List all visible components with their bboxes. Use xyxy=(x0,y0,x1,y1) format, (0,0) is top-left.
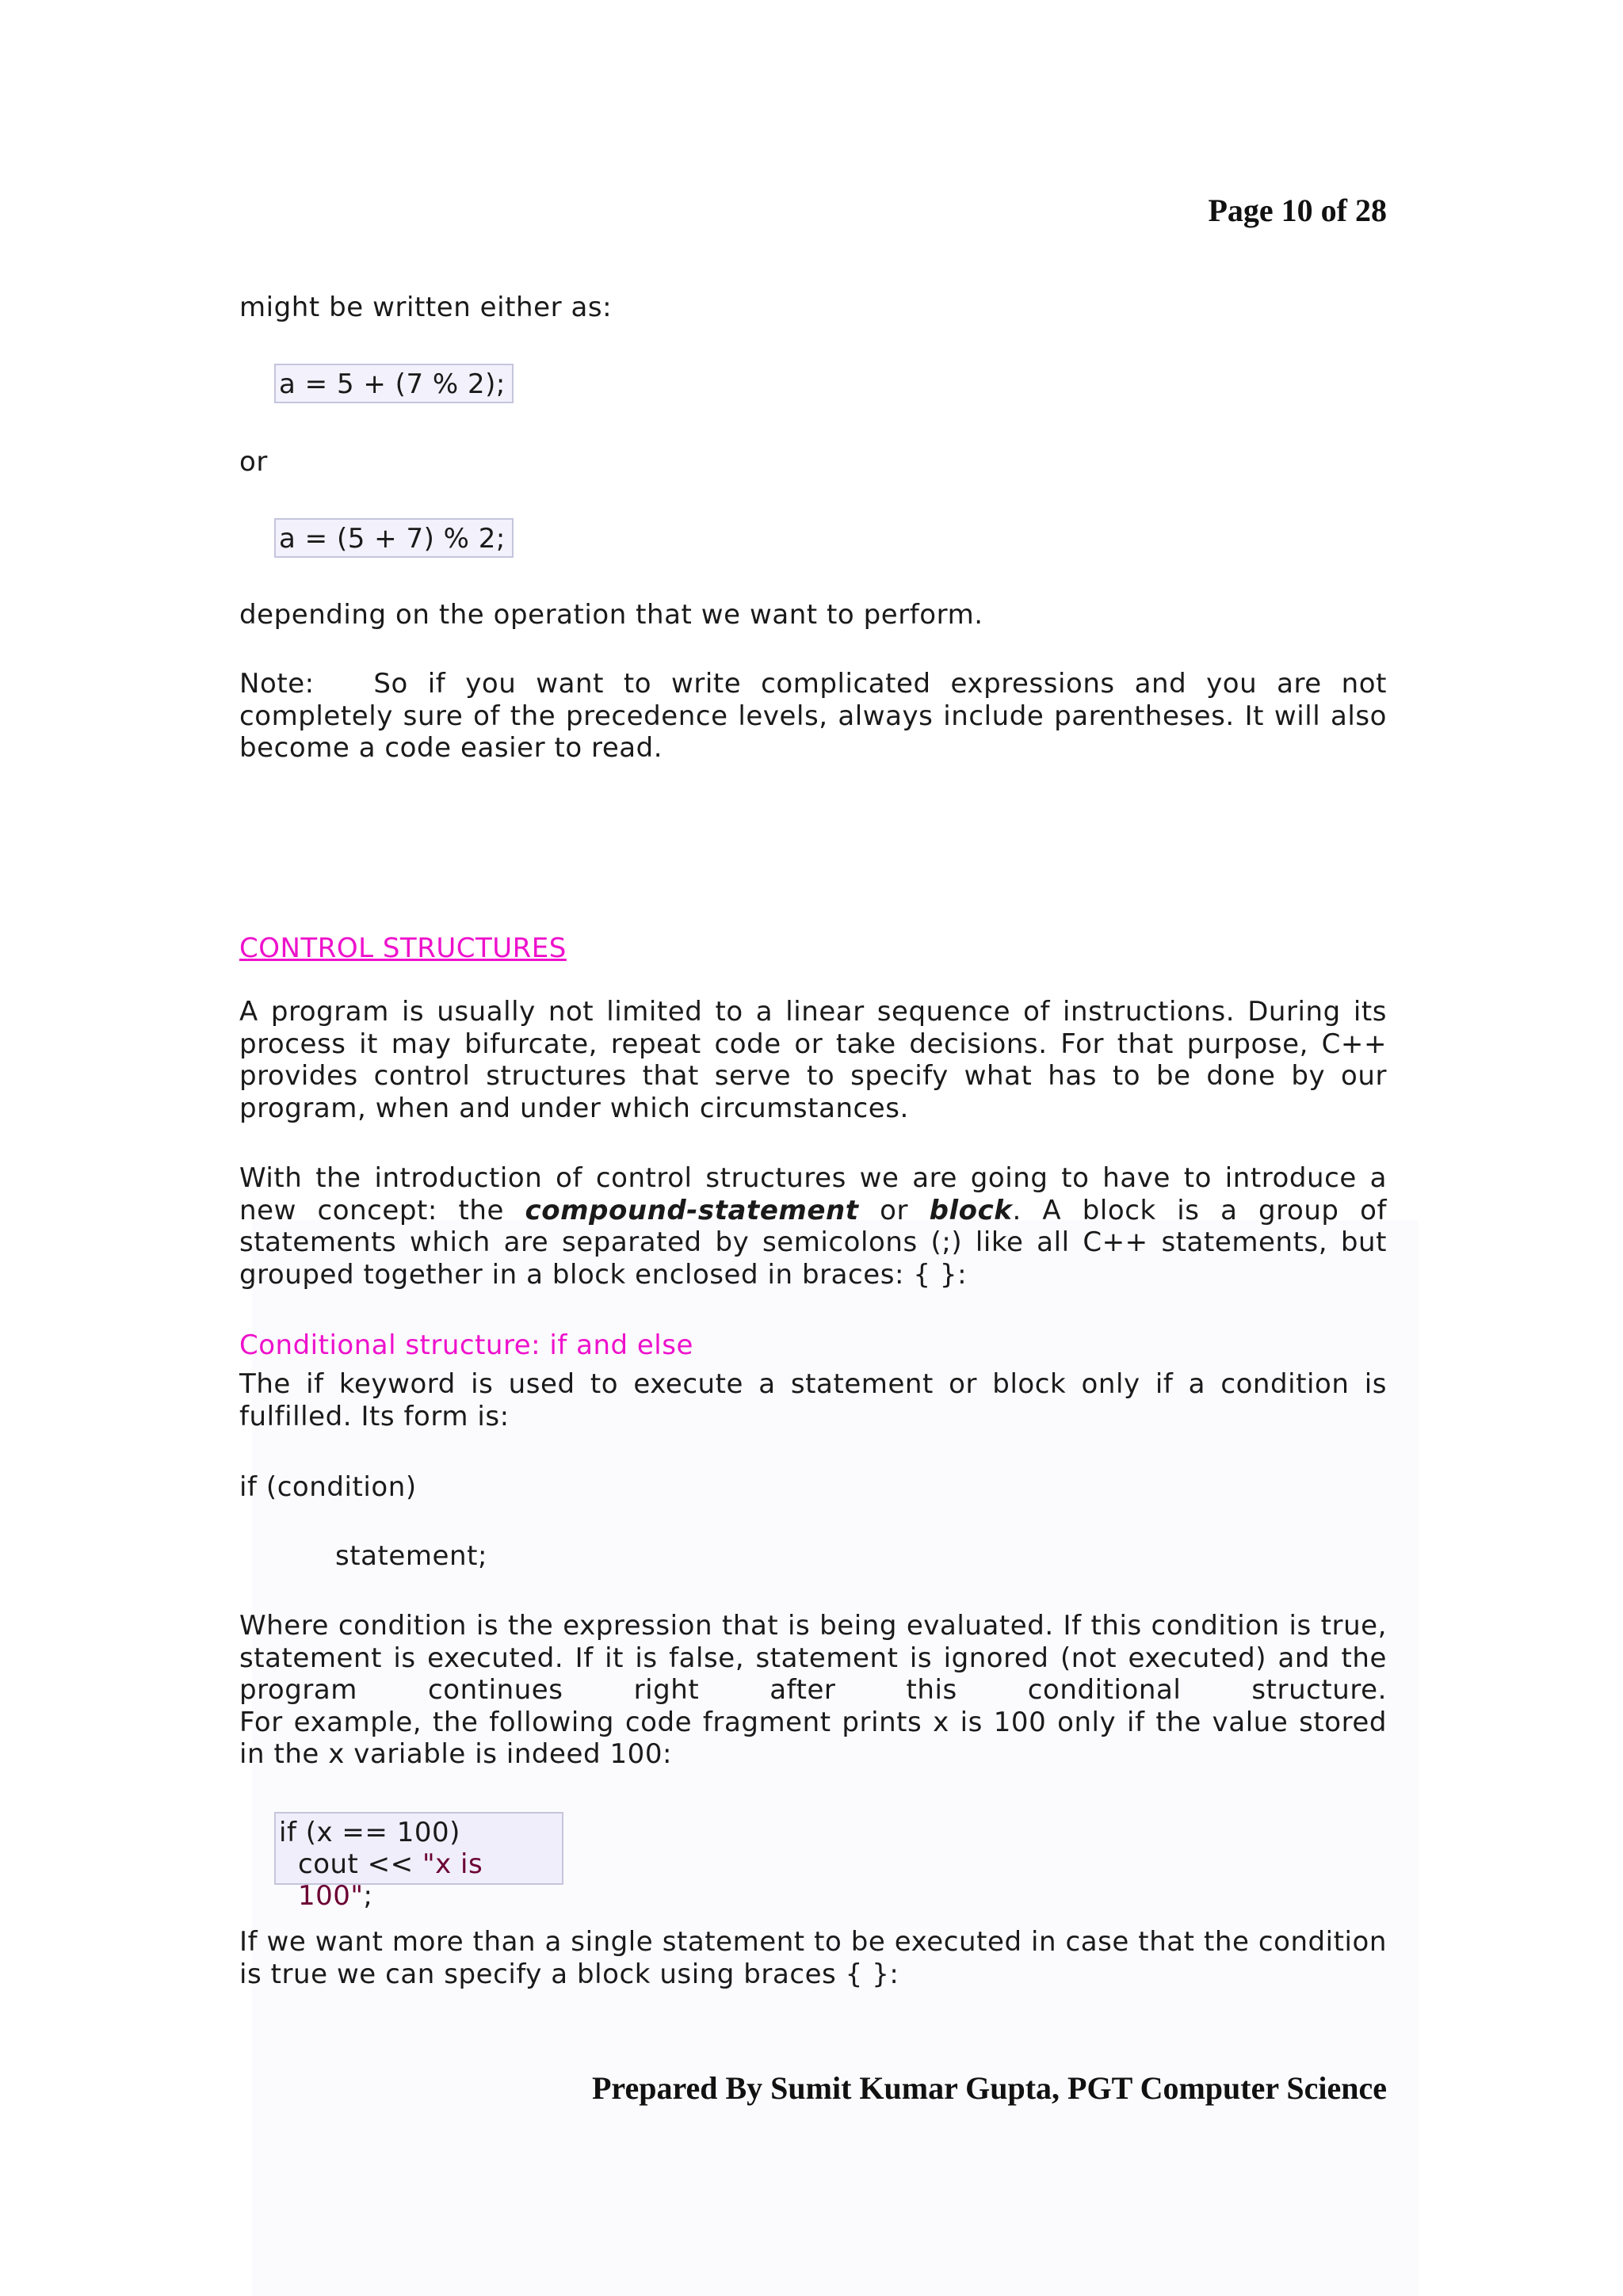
conditional-structure-heading: Conditional structure: if and else xyxy=(239,1329,693,1361)
code-example-2 xyxy=(274,518,514,558)
section-heading-control-structures[interactable]: CONTROL STRUCTURES xyxy=(239,933,567,964)
code-cout: cout << xyxy=(298,1848,422,1880)
page-number: Page 10 of 28 xyxy=(1208,193,1387,228)
code-example-1-text: a = 5 + (7 % 2); xyxy=(279,368,506,400)
syntax-line-statement: statement; xyxy=(335,1540,488,1572)
code-string-literal: "x is 100" xyxy=(298,1848,483,1912)
example-intro-text: For example, the following code fragment prints x is 100 only if the value stored in the x variable is indeed 100: xyxy=(239,1706,1387,1770)
compound-statement-paragraph xyxy=(239,1162,1387,1291)
where-condition-text: Where condition is the expression that is being evaluated. If this condition is true, statement is executed. If it is false, statement is ignored (not executed) and the program continues right after this conditional structure. xyxy=(239,1610,1387,1706)
note-label: Note: xyxy=(239,668,315,700)
term-block: block xyxy=(929,1194,1013,1226)
if-keyword-paragraph: The if keyword is used to execute a statement or block only if a condition is fulfilled. Its form is: xyxy=(239,1368,1387,1432)
code-example-if xyxy=(274,1812,563,1912)
code-semicolon: ; xyxy=(363,1880,373,1912)
para2-text-a: With the introduction of control structures we are going to have to introduce a new concept: the xyxy=(239,1162,1387,1226)
syntax-line-condition: if (condition) xyxy=(239,1471,417,1503)
control-structures-paragraph: A program is usually not limited to a linear sequence of instructions. During its process it may bifurcate, repeat code or take decisions. For that purpose, C++ provides control structures that serve to specify what has to be done by our program, when and under which circumstances. xyxy=(239,996,1387,1124)
para2-or: or xyxy=(858,1194,930,1226)
note-text: So if you want to write complicated expressions and you are not completely sure of the precedence levels, always include parentheses. It will also become a code easier to read. xyxy=(239,668,1388,764)
code-if-line2 xyxy=(279,1848,559,1912)
note-paragraph xyxy=(239,668,1387,765)
code-example-1 xyxy=(274,364,514,403)
code-if-line1: if (x == 100) xyxy=(279,1817,460,1848)
where-condition-paragraph xyxy=(239,1610,1387,1771)
block-braces-paragraph: If we want more than a single statement to be executed in case that the condition is true we can specify a block using braces { }: xyxy=(239,1926,1387,1990)
intro-text: might be written either as: xyxy=(239,292,613,323)
depending-text: depending on the operation that we want to perform. xyxy=(239,599,983,631)
term-compound-statement: compound-statement xyxy=(525,1194,859,1226)
para2-text-b: . A block is a group of statements which are separated by semicolons (;) like all C++ statements, but grouped together in a block enclosed in braces: { }: xyxy=(239,1194,1387,1291)
footer-credit: Prepared By Sumit Kumar Gupta, PGT Computer Science xyxy=(592,2070,1387,2106)
code-example-2-text: a = (5 + 7) % 2; xyxy=(279,523,506,555)
or-text: or xyxy=(239,446,268,478)
